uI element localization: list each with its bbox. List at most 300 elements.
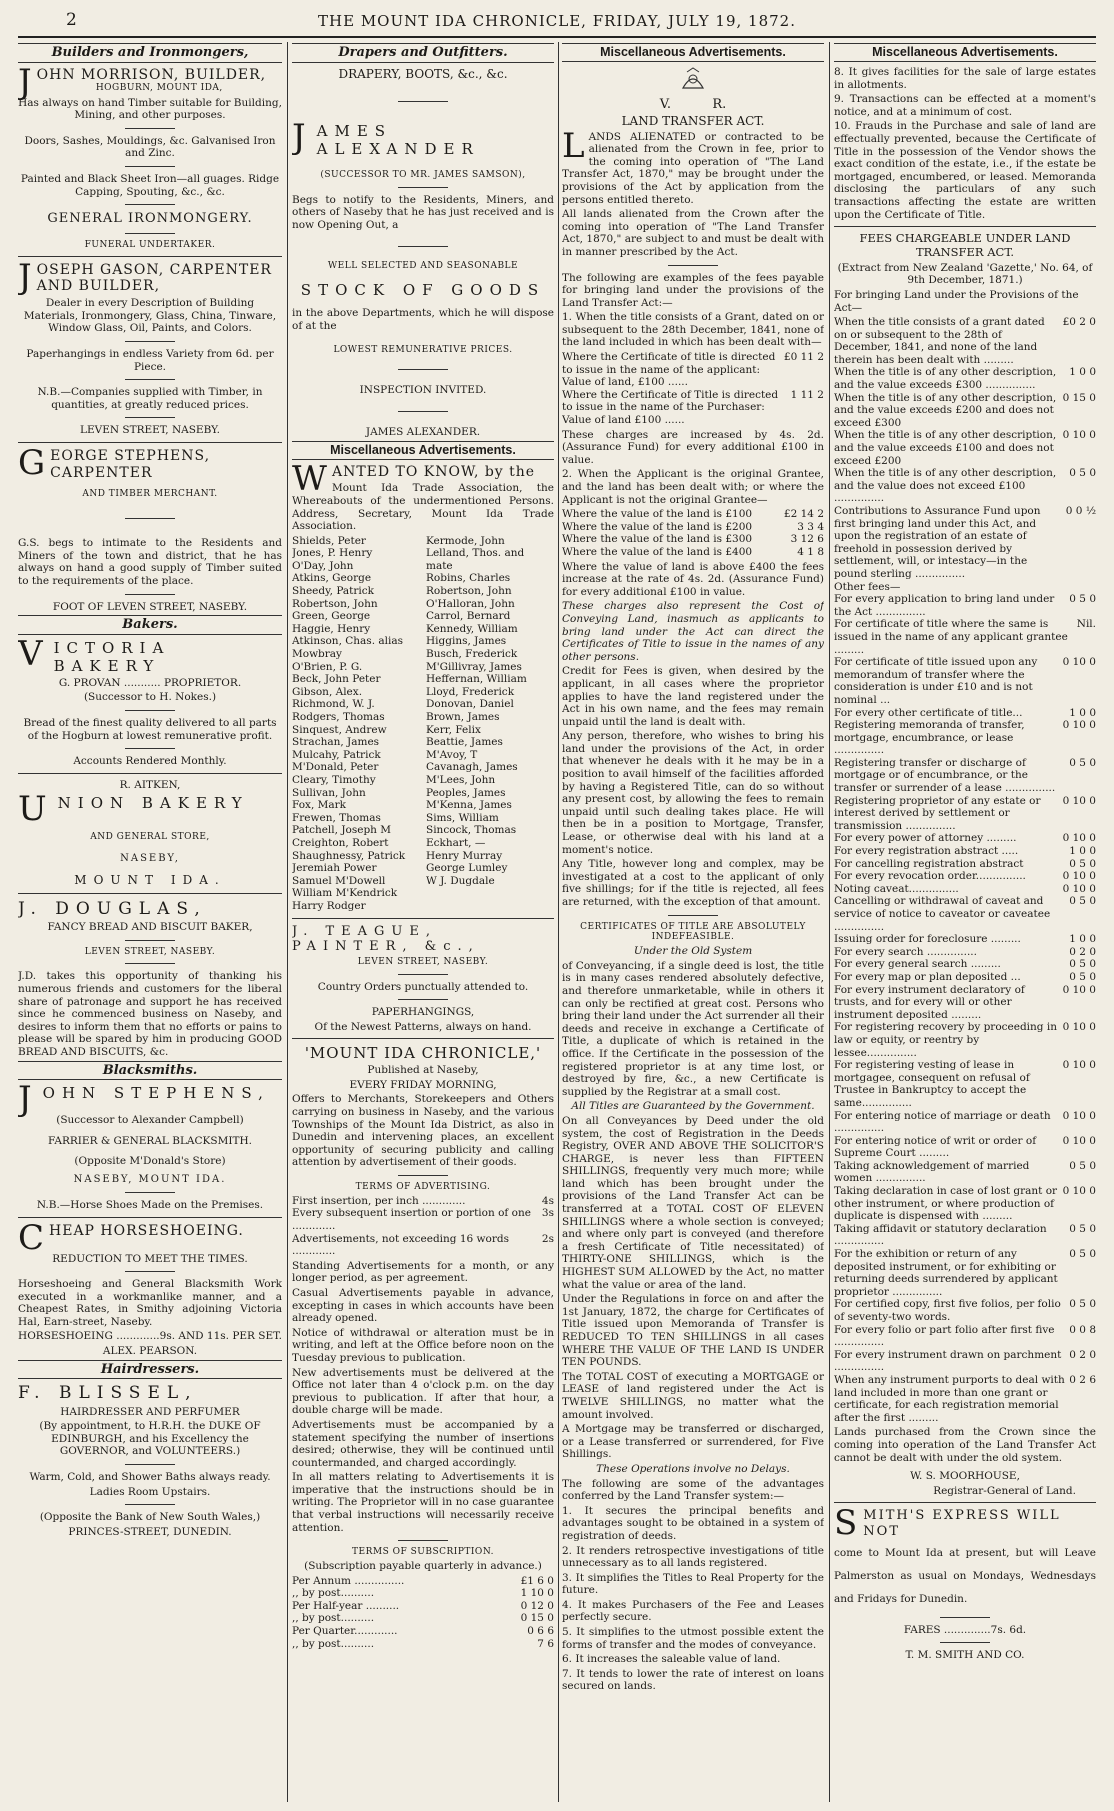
person-name: Carrol, Bernard (426, 610, 511, 623)
fee-row (834, 757, 1096, 795)
row-label: Registering proprietor of any estate or interest derived by settlement or transmission ............... (834, 794, 1041, 832)
row-amount: 1 0 0 (1069, 706, 1096, 719)
section-heading: Miscellaneous Advertisements. (292, 441, 554, 460)
page-title: THE MOUNT IDA CHRONICLE, FRIDAY, JULY 19, 1872. (318, 12, 796, 30)
ad-text: Published at Naseby, (367, 1064, 479, 1077)
row-amount: 0 15 0 (1062, 391, 1096, 404)
row-label: Advertisements, not exceeding 16 words ............. (292, 1232, 509, 1258)
fee-row (562, 389, 824, 427)
person-name: Brown, James (426, 711, 500, 724)
row-amount: 0 10 0 (1062, 1021, 1096, 1034)
fee-row (834, 505, 1096, 581)
person-name: Busch, Frederick (426, 648, 518, 661)
row-label: For every application to bring land under the Act ............... (834, 593, 1055, 618)
fee-row (834, 1059, 1096, 1109)
person-name: Samuel M'Dowell (292, 874, 386, 887)
ad-text: ANDS ALIENATED or contracted to be alienated from the Crown in fee, prior to the coming into operation of "The Land Transfer Act, 1870," may be brought under the provisions of the Act by application from the persons entitled thereto. (562, 130, 824, 206)
row-label: For entering notice of marriage or death ............... (834, 1109, 1051, 1135)
drop-cap: J (18, 61, 33, 102)
person-name: George Lumley (426, 862, 508, 875)
land-transfer-notice (562, 125, 824, 1693)
person-name: Jeremiah Power (292, 862, 377, 875)
row-label: For every general search ......... (834, 958, 1001, 971)
person-name: Beck, John Peter (292, 673, 381, 686)
row-label: First insertion, per inch ............. (292, 1194, 466, 1207)
ad-text: CERTIFICATES OF TITLE ARE ABSOLUTELY INDEFEASIBLE. (580, 921, 806, 943)
person-name: Peoples, James (426, 786, 506, 799)
row-label: For every instrument declaratory of trusts, and for every will or other instrument deposited ......... (834, 983, 1025, 1021)
row-amount: 0 0 ½ (1065, 505, 1096, 517)
row-label: When the title consists of a grant dated on or subsequent to the 28th of December, 1841, and none of the land therein has been dealt with ......... (834, 316, 1045, 366)
ad-text: HAIRDRESSER AND PERFUMER (60, 1405, 240, 1418)
ad-text: Any person, therefore, who wishes to bring his land under the provisions of the Act, in order that whenever he deals with it he may be in a position to avail himself of the facilities afforded by having a Registered Title, can do so without any present cost, by allowing the fees to remain unpaid until such dealing takes place. He will then be in a position to Mortgage, Transfer, Lease, or otherwise deal with his land at a moment's notice. (562, 730, 824, 856)
fee-row (834, 1223, 1096, 1248)
ad-text: On all Conveyances by Deed under the old system, the cost of Registration in the Deeds Registry, OVER AND ABOVE THE SOLICITOR'S CHARGE, is never less than FIFTEEN SHILLINGS, frequently very much more; while land which has been brought under the provisions of the Land Transfer Act can be transferred at a TOTAL COST OF ELEVEN SHILLINGS where a whole section is conveyed; and where only part is conveyed (and therefore a fresh Certificate of Title necessitated) of THIRTY-ONE SHILLINGS, which is the HIGHEST SUM ALLOWED by the Act, no matter what the value or area of the land. (562, 1114, 824, 1291)
ad-text: J.D. takes this opportunity of thanking his numerous friends and customers for the liberal share of patronage and support he has received since he commenced business on Naseby, and desires to inform them that no efforts or pains to please will be spared by him in producing GOOD BREAD AND BISCUITS, &c. (18, 970, 282, 1058)
row-amount: 3s (541, 1207, 554, 1220)
ad-text: Mount Ida Trade Association, the Whereabouts of the undermentioned Persons. Address, Secretary, Mount Ida Trade Association. (292, 482, 554, 533)
person-name: O'Brien, P. G. (292, 660, 363, 673)
row-amount: £0 2 0 (1062, 316, 1096, 329)
ad-text: DRAPERY, BOOTS, &c., &c. (338, 66, 508, 81)
drop-cap: U (18, 789, 54, 830)
person-name: Richmond, W. J. (292, 698, 375, 711)
fee-row (834, 1160, 1096, 1185)
ad-text: Credit for Fees is given, when desired by the applicant, in all cases where the proprietor applies to have the land registered under the Act in his own name, and the fees may remain unpaid until the land is dealt with. (562, 665, 824, 728)
row-label: Registering transfer or discharge of mortgage or of encumbrance, or the transfer or surrender of a lease ............... (834, 756, 1056, 795)
person-name: Green, George (292, 610, 371, 623)
column-2 (292, 42, 554, 1802)
fee-row (834, 1185, 1096, 1223)
row-amount: £2 14 2 (783, 508, 824, 521)
ad-cheap-horseshoeing (18, 1217, 282, 1358)
row-label: Taking acknowledgement of married women ............... (834, 1159, 1030, 1185)
person-name: W J. Dugdale (426, 874, 495, 887)
row-label: Per Half-year .......... (292, 1599, 400, 1612)
fee-row (562, 351, 824, 389)
ad-union-bakery (18, 779, 282, 888)
fee-row (834, 366, 1096, 391)
ad-chronicle (292, 1044, 554, 1650)
ad-title: OHN STEPHENS, (42, 1084, 270, 1103)
ad-title: F. BLISSEL, (18, 1383, 198, 1404)
signature-title: Registrar-General of Land. (933, 1484, 1076, 1497)
person-name: Kennedy, William (426, 622, 518, 635)
row-amount: 7 6 (537, 1637, 554, 1650)
ad-text: NASEBY, (120, 853, 180, 865)
subscription-table (292, 1575, 554, 1651)
person-name: Heffernan, William (426, 673, 527, 686)
row-label: For every folio or part folio after first five ............... (834, 1323, 1055, 1349)
crest-letters: V. R. (659, 96, 727, 112)
fee-row (562, 521, 824, 534)
paragraph: 8. It gives facilities for the sale of large estates in allotments. (834, 66, 1096, 91)
row-label: Where the value of the land is £200 (562, 520, 753, 533)
ad-title: MITH'S EXPRESS WILL NOT (863, 1508, 1061, 1539)
row-amount: 0 5 0 (1069, 1298, 1096, 1311)
subscription-row (292, 1625, 554, 1638)
ad-douglas (18, 899, 282, 1059)
ad-text: REDUCTION TO MEET THE TIMES. (52, 1252, 248, 1265)
row-amount: 3 12 6 (790, 533, 824, 546)
ad-text: A Mortgage may be transferred or discharged, or a Lease transferred or surrendered, for Five Shillings. (562, 1423, 824, 1461)
ad-text: Under the Regulations in force on and after the 1st January, 1872, the charge for Certificates of Title issued upon Memoranda of Transfer is REDUCED TO TEN SHILLINGS in all cases WHERE THE VALUE OF THE LAND IS UNDER TEN POUNDS. (562, 1293, 824, 1369)
ad-title: NION BAKERY (57, 794, 249, 813)
paragraph: 5. It simplifies to the utmost possible extent the forms of transfer and the modes of conveyance. (562, 1626, 824, 1651)
subscription-row (292, 1638, 554, 1651)
ad-wanted-to-know (292, 458, 554, 913)
ad-text: (Opposite M'Donald's Store) (74, 1155, 226, 1168)
row-label: ,, by post.......... (292, 1612, 375, 1625)
ad-location: HOGBURN, MOUNT IDA, (95, 83, 223, 94)
row-amount: 0 10 0 (1062, 1185, 1096, 1198)
row-label: For certificate of title where the same is issued in the name of any applicant grantee ......... (834, 618, 1068, 656)
fee-row (834, 1110, 1096, 1135)
person-name: Harry Rodger (292, 899, 366, 912)
person-name: Gibson, Alex. (292, 685, 363, 698)
drop-cap: J (18, 1079, 39, 1120)
row-label: When the title is of any other description, and the value exceeds £100 and does not exceed £200 (834, 429, 1057, 467)
row-label: Per Annum ............... (292, 1574, 405, 1587)
fee-row (834, 707, 1096, 720)
row-amount: Nil. (1076, 618, 1096, 631)
ad-text: Paperhangings in endless Variety from 6d. per Piece. (26, 347, 274, 373)
names-right (426, 535, 554, 913)
ad-text: Lands purchased from the Crown since the coming into operation of the Land Transfer Act cannot be dealt with under the old system. (834, 1426, 1096, 1464)
fee-row (834, 1248, 1096, 1298)
row-label: Issuing order for foreclosure ......... (834, 933, 1021, 946)
ad-text: T. M. SMITH AND CO. (905, 1649, 1025, 1662)
fee-row (834, 1135, 1096, 1160)
fee-row (834, 1324, 1096, 1349)
paragraph: 2. It renders retrospective investigations of title unnecessary as to all lands registered. (562, 1544, 824, 1570)
ad-text: PRINCES-STREET, DUNEDIN. (68, 1525, 232, 1538)
subscription-row (292, 1575, 554, 1588)
paragraph: 7. It tends to lower the rate of interest on loans secured on lands. (562, 1667, 824, 1693)
fee-row (834, 1021, 1096, 1059)
ad-text: (Successor to Alexander Campbell) (56, 1114, 244, 1127)
person-name: Rodgers, Thomas (292, 711, 385, 724)
row-amount: 0 10 0 (1062, 983, 1096, 996)
ad-text: N.B.—Companies supplied with Timber, in quantities, at greatly reduced prices. (37, 386, 263, 411)
ad-text: LEVEN STREET, NASEBY. (79, 424, 221, 437)
paragraph: 10. Frauds in the Purchase and sale of land are effectually prevented, because the Certificate of Title in the possession of the Vendor shows the exact condition of the estate, i.e., if the estate be mortgaged, encumbered, or leased. Memoranda disclosing the particulars of any such transactions affecting the estate are written upon the Certificate of Title. (834, 120, 1096, 221)
person-name: Frewen, Thomas (292, 811, 381, 824)
names-list (292, 535, 554, 913)
ad-text: EVERY FRIDAY MORNING, (349, 1078, 497, 1091)
ad-text: LOWEST REMUNERATIVE PRICES. (333, 344, 513, 355)
person-name: William M'Kendrick (292, 887, 398, 900)
page-number: 2 (66, 10, 77, 30)
ad-text: of Conveyancing, if a single deed is lost, the title is in many cases rendered absolutely defective, and therefore unmarketable, while in others it can only be rectified at great cost. Persons who bring their land under the Act surrender all their deeds and receive in exchange a Certificate of Title, a duplicate of which is retained in the office. If the Certificate in the possession of the registered proprietor is at any time lost, or destroyed by fire, &c., a new Certificate is supplied by the Registrar at a small cost. (562, 959, 824, 1098)
row-label: For every instrument drawn on parchment ............... (834, 1348, 1062, 1374)
ad-text: AND GENERAL STORE, (90, 832, 210, 843)
column-3 (562, 42, 824, 1802)
row-label: For registering vesting of lease in mortgagee, consequent on refusal of Trustee in Bankruptcy to accept the same............... (834, 1059, 1030, 1109)
row-label: Taking affidavit or statutory declaration ............... (834, 1222, 1047, 1248)
ad-text: 1. When the title consists of a Grant, dated on or subsequent to the 28th December, 1841, none of the land included in which has been dealt with— (562, 311, 824, 349)
row-label: Other fees— (834, 580, 901, 593)
ad-text: Any Title, however long and complex, may be investigated at a cost to the applicant of only five shillings; for if the title is rejected, all fees are returned, with the exception of that amount. (562, 858, 824, 909)
row-label: Cancelling or withdrawal of caveat and service of notice to caveator or caveatee ............... (834, 895, 1051, 933)
fee-row (834, 946, 1096, 959)
row-amount: 0 2 6 (1069, 1373, 1096, 1386)
ad-text: come to Mount Ida at present, but will Leave Palmerston as usual on Mondays, Wednesdays and Fridays for Dunedin. (834, 1546, 1096, 1605)
row-amount: 1 0 0 (1069, 933, 1096, 946)
row-label: When the title is of any other description, and the value does not exceed £100 ............... (834, 467, 1057, 505)
ad-title: HEAP HORSESHOEING. (49, 1222, 244, 1239)
person-name: O'Halloran, John (426, 597, 515, 610)
paragraph: Advertisements must be accompanied by a statement specifying the number of insertions desired; otherwise, they will be continued until countermanded, and charged accordingly. (292, 1418, 554, 1469)
drop-cap: W (292, 458, 328, 499)
terms-row (292, 1207, 554, 1232)
ad-title: OHN MORRISON, BUILDER, (36, 66, 267, 83)
paragraph: In all matters relating to Advertisements it is imperative that the instructions should be in writing. The Proprietor will in no case guarantee that verbal instructions will necessarily receive attention. (292, 1471, 554, 1534)
person-name: Haggie, Henry (292, 622, 371, 635)
person-name: Sheedy, Patrick (292, 585, 375, 598)
drop-cap: V (18, 633, 50, 674)
ad-text: INSPECTION INVITED. (359, 384, 487, 397)
ad-text: TERMS OF SUBSCRIPTION. (352, 1547, 494, 1558)
fees-schedule (834, 316, 1096, 1424)
ad-text: These Operations involve no Delays. (596, 1462, 790, 1475)
ad-text: Painted and Black Sheet Iron—all guages. Ridge Capping, Spouting, &c., &c. (20, 172, 280, 198)
ad-text: Dealer in every Description of Building Materials, Ironmongery, Glass, China, Tinware, Window Glass, Oil, Paints, and Colors. (23, 297, 277, 335)
row-label: For every registration abstract ..... (834, 845, 1019, 858)
row-amount: 0 2 0 (1069, 1348, 1096, 1361)
row-amount: 0 5 0 (1069, 1159, 1096, 1172)
fee-row (834, 1374, 1096, 1424)
fee-row (834, 870, 1096, 883)
ad-john-stephens (18, 1079, 282, 1211)
row-label: ,, by post.......... (292, 1587, 375, 1600)
ad-george-stephens (18, 442, 282, 613)
ad-text: Bread of the finest quality delivered to all parts of the Hogburn at lowest remunerative profit. (23, 717, 277, 742)
ad-text: Where the value of land is above £400 the fees increase at the rate of 4s. 2d. (Assurance Fund) for every additional £100 in value. (562, 560, 824, 598)
terms-table (292, 1195, 554, 1258)
ad-text: G. PROVAN ........... PROPRIETOR. (58, 676, 242, 689)
row-label: Registering memoranda of transfer, mortgage, encumbrance, or lease ............... (834, 719, 1025, 757)
row-amount: 0 2 0 (1069, 945, 1096, 958)
row-amount: 1 10 0 (520, 1587, 554, 1600)
row-label: For certified copy, first five folios, per folio of seventy-two words. (834, 1298, 1061, 1323)
ad-text: R. AITKEN, (119, 778, 181, 791)
masthead (0, 10, 1114, 32)
paragraph: 3. It simplifies the Titles to Real Property for the future. (562, 1571, 824, 1597)
row-label: For every power of attorney ......... (834, 832, 1017, 845)
ad-text: These charges are increased by 4s. 2d. (Assurance Fund) for every additional £100 in value. (562, 428, 824, 466)
ad-victoria-bakery (18, 633, 282, 768)
row-amount: 0 10 0 (1062, 719, 1096, 732)
drop-cap: L (562, 125, 585, 166)
person-name: Robertson, John (426, 585, 512, 598)
fee-row (834, 984, 1096, 1022)
column-1 (18, 42, 282, 1802)
person-name: Fox, Mark (292, 799, 347, 812)
row-amount: 0 0 8 (1069, 1323, 1096, 1336)
row-label: For every search ............... (834, 945, 977, 958)
person-name: Jones, P. Henry (292, 547, 373, 560)
ad-text: FANCY BREAD AND BISCUIT BAKER, (47, 920, 253, 933)
ad-text: N.B.—Horse Shoes Made on the Premises. (36, 1198, 264, 1211)
row-label: ,, by post.......... (292, 1637, 375, 1650)
row-amount: 0 10 0 (1062, 832, 1096, 845)
signature-name: W. S. MOORHOUSE, (910, 1470, 1020, 1483)
ad-text: All lands alienated from the Crown after the coming into operation of "The Land Transfer Act, 1870," are subject to and must be dealt with in manner prescribed by the Act. (562, 208, 824, 258)
row-amount: 0 5 0 (1069, 593, 1096, 606)
row-amount: 0 5 0 (1069, 970, 1096, 983)
row-amount: 0 10 0 (1062, 1059, 1096, 1072)
ad-text: PAPERHANGINGS, (371, 1006, 475, 1019)
person-name: Atkinson, Chas. alias Mowbray (292, 635, 403, 661)
person-name: Shaughnessy, Patrick (292, 849, 406, 862)
ad-text: Begs to notify to the Residents, Miners, and others of Naseby that he has just received and is now Opening Out, a (292, 193, 554, 231)
ad-text: LEVEN STREET, NASEBY. (84, 946, 216, 957)
ad-text: (By appointment, to H.R.H. the DUKE OF EDINBURGH, and his Excellency the GOVERNOR, and VOLUNTEERS.) (39, 1420, 261, 1458)
ad-text: Accounts Rendered Monthly. (73, 755, 227, 768)
ad-title: OSEPH GASON, CARPENTER AND BUILDER, (36, 261, 272, 295)
row-amount: 0 10 0 (1062, 882, 1096, 895)
ad-text: FUNERAL UNDERTAKER. (84, 239, 216, 250)
row-label: For registering recovery by proceeding in law or equity, or reentry by lessee............... (834, 1021, 1057, 1059)
ad-text: 2. When the Applicant is the original Grantee, and the land has been dealt with; or where the Applicant is not the original Grantee— (562, 468, 824, 506)
paragraph: Casual Advertisements payable in advance, excepting in cases in which accounts have been already opened. (292, 1286, 554, 1325)
ad-text: Warm, Cold, and Shower Baths always ready. (29, 1471, 271, 1484)
fee-row (834, 971, 1096, 984)
ad-text: These charges also represent the Cost of Conveying Land, inasmuch as applicants to bring land under the Act can direct the Certificates of Title to issue in the names of any other persons. (562, 600, 824, 663)
row-amount: 0 10 0 (1062, 1109, 1096, 1122)
subscription-row (292, 1587, 554, 1600)
row-label: For every other certificate of title... (834, 706, 1023, 719)
fee-row (834, 883, 1096, 896)
ad-teague (292, 924, 554, 1034)
fee-row (834, 719, 1096, 757)
column-divider (829, 42, 830, 1802)
row-amount: 4 1 8 (797, 545, 824, 558)
row-amount: 1 0 0 (1069, 366, 1096, 379)
ad-text: Doors, Sashes, Mouldings, &c. Galvanised Iron and Zinc. (24, 134, 276, 160)
row-amount: 0 5 0 (1069, 958, 1096, 971)
paragraph: New advertisements must be delivered at the Office not later than 4 o'clock p.m. on the day previous to publication. If after that hour, a double charge will be made. (292, 1366, 554, 1417)
fee-row (834, 593, 1096, 618)
row-amount: 3 3 4 (797, 520, 824, 533)
ad-title: AMES ALEXANDER (316, 121, 480, 158)
ad-text: Under the Old System (633, 945, 753, 958)
row-label: Where the Certificate of title is directed to issue in the name of the applicant: Value of land, £100 ...... (562, 351, 776, 389)
ad-text: All Titles are Guaranteed by the Government. (571, 1100, 815, 1113)
person-name: M'Gillivray, James (426, 660, 522, 673)
row-amount: 0 5 0 (1069, 467, 1096, 480)
ad-text: G.S. begs to intimate to the Residents and Miners of the town and district, that he has always on hand a good supply of Timber suited to the requirements of the place. (18, 537, 282, 588)
drop-cap: J (292, 116, 313, 157)
row-label: Per Quarter............. (292, 1625, 398, 1638)
fee-row (834, 795, 1096, 833)
paragraph: 6. It increases the saleable value of land. (562, 1653, 781, 1666)
ad-text: Horseshoeing and General Blacksmith Work executed in a workmanlike manner, and a Cheapest Rates, in Smithy adjoining Victoria Hal, Earn-street, Naseby. (18, 1278, 282, 1328)
ad-text: Of the Newest Patterns, always on hand. (314, 1020, 532, 1033)
ad-morrison (18, 61, 282, 251)
person-name: M'Donald, Peter (292, 761, 379, 774)
person-name: Mulcahy, Patrick (292, 748, 381, 761)
row-amount: 2s (541, 1232, 554, 1245)
row-amount: 0 10 0 (1062, 429, 1096, 442)
person-name: Sincock, Thomas (426, 824, 517, 837)
person-name: Atkins, George (292, 572, 372, 585)
advantages-list (562, 1505, 824, 1693)
terms-row (292, 1195, 554, 1208)
ad-text: Ladies Room Upstairs. (89, 1485, 211, 1498)
crest-icon (673, 66, 713, 92)
row-label: Taking declaration in case of lost grant or other instrument, or where production of duplicate is dispensed with ......... (834, 1185, 1058, 1223)
person-name: Kermode, John (426, 534, 505, 547)
ad-text: LEVEN STREET, NASEBY. (357, 956, 489, 967)
section-heading: Blacksmiths. (18, 1061, 282, 1081)
row-label: For cancelling registration abstract (834, 857, 1024, 870)
drop-cap: G (18, 442, 47, 483)
terms-text (292, 1260, 554, 1534)
paragraph: 1. It secures the principal benefits and advantages sought to be obtained in a system of registration of deeds. (562, 1504, 824, 1542)
fee-row (562, 546, 824, 559)
row-label: When any instrument purports to deal with land included in more than one grant or certificate, for each registration memorial after the first ......... (834, 1373, 1065, 1424)
row-amount: 0 5 0 (1069, 895, 1096, 908)
fee-row (834, 933, 1096, 946)
section-heading: Builders and Ironmongers, (18, 43, 282, 63)
person-name: M'Lees, John (426, 773, 496, 786)
fees-heading: FEES CHARGEABLE UNDER LAND TRANSFER ACT. (859, 231, 1071, 259)
fees-table-b (562, 508, 824, 558)
ad-title: ICTORIA BAKERY (53, 638, 171, 675)
row-label: Where the Certificate of Title is directed to issue in the name of the Purchaser: Value of land £100 ...... (562, 388, 779, 427)
person-name: Robertson, John (292, 597, 378, 610)
ad-text: Offers to Merchants, Storekeepers and Others carrying on business in Naseby, and the various Townships of the Mount Ida District, as also in Dunedin and intervening places, an excellent opportunity of securing publicity and calling attention by advertisement of their goods. (292, 1093, 554, 1169)
royal-crest (562, 66, 824, 112)
row-label: For certificate of title issued upon any memorandum of transfer where the consideration is under £10 and is not nominal ... (834, 656, 1038, 706)
ad-title: J. TEAGUE, PAINTER, &c., (292, 923, 480, 955)
fee-row (834, 467, 1096, 505)
fee-row (834, 1349, 1096, 1374)
drop-cap: J (18, 256, 33, 297)
drop-cap: C (18, 1217, 46, 1258)
row-amount: 4s (541, 1194, 554, 1207)
terms-row (292, 1233, 554, 1258)
person-name: Robins, Charles (426, 572, 511, 585)
fee-row (562, 508, 824, 521)
row-label: When the title is of any other description, and the value exceeds £200 and does not exceed £300 (834, 391, 1057, 429)
person-name: Cleary, Timothy (292, 773, 376, 786)
ad-smiths-express (834, 1503, 1096, 1662)
paragraph: Notice of withdrawal or alteration must be in writing, and left at the Office before noon on the Tuesday previous to publication. (292, 1326, 554, 1364)
row-amount: 0 5 0 (1069, 857, 1096, 870)
person-name: Beattie, James (426, 736, 503, 749)
row-label: For every revocation order............... (834, 870, 1026, 883)
fee-row (834, 429, 1096, 467)
ad-text: ALEX. PEARSON. (102, 1345, 198, 1358)
row-amount: £0 11 2 (783, 351, 824, 364)
person-name: Strachan, James (292, 736, 380, 749)
paragraph: 4. It makes Purchasers of the Fee and Leases perfectly secure. (562, 1598, 824, 1624)
row-amount: 0 5 0 (1069, 1222, 1096, 1235)
ad-text: JAMES ALEXANDER. (365, 425, 481, 438)
person-name: Sims, William (426, 811, 499, 824)
person-name: Henry Murray (426, 849, 503, 862)
ad-text: WELL SELECTED AND SEASONABLE (327, 260, 519, 271)
person-name: Patchell, Joseph M (292, 824, 392, 837)
row-label: For entering notice of writ or order of Supreme Court ......... (834, 1134, 1037, 1160)
fee-row (562, 533, 824, 546)
fee-row (834, 656, 1096, 706)
fees-extract: (Extract from New Zealand 'Gazette,' No. 64, of 9th December, 1871.) (837, 261, 1093, 287)
names-left (292, 535, 420, 913)
